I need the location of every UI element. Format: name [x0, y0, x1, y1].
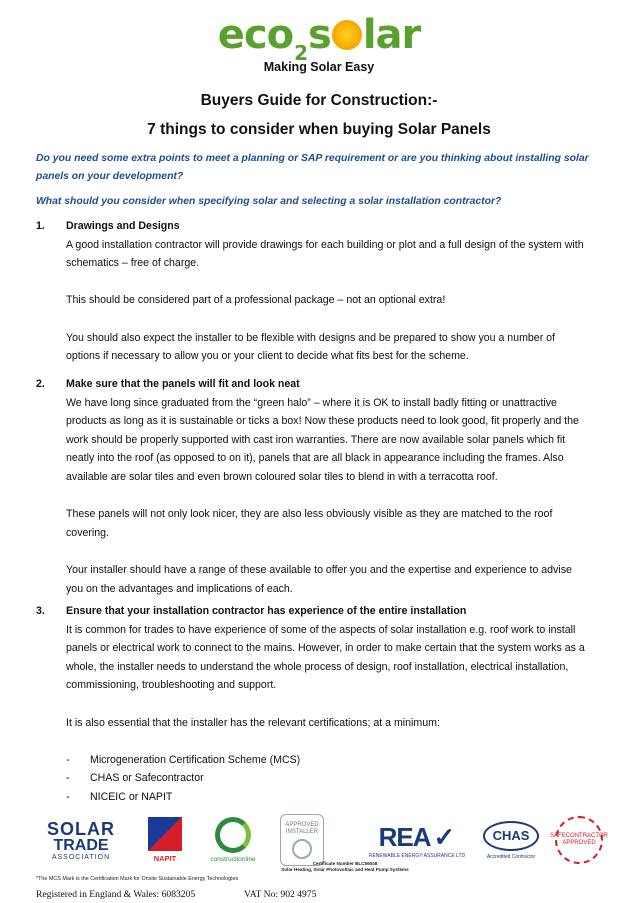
rea-logo-subtitle: RENEWABLE ENERGY ASSURANCE LTD — [368, 852, 466, 859]
rea-logo — [368, 812, 466, 868]
certification-list — [66, 751, 590, 807]
logo-subscript-two: 2 — [294, 41, 307, 65]
mcs-certificate-info — [230, 861, 460, 873]
list-item: - NICEIC or NAPIT — [66, 788, 590, 807]
section-drawings-and-designs — [36, 217, 590, 384]
section-paragraph: It is common for trades to have experience of some of the aspects of solar installation e.g. roof work to install panels or electrical work to connect to the mains. However, in order to make certain that the system works as a whole, the installer needs to understand the whole process of design, roof installation, electrical installation, commissioning, troubleshooting and support. — [66, 623, 585, 692]
constructionline-mark-icon — [215, 817, 251, 853]
checkmark-icon: ✓ — [433, 821, 456, 852]
document-title-line2: 7 things to consider when buying Solar Panels — [147, 121, 491, 138]
intro-question-1: Do you need some extra points to meet a planning or SAP requirement or are you thinking about installing solar panels on your development? — [36, 153, 589, 182]
safecontractor-logo-text: SAFECONTRACTOR APPROVED — [555, 816, 603, 864]
napit-mark-icon — [148, 817, 182, 851]
section-paragraph: You should also expect the installer to be flexible with designs and be prepared to show you a number of options if necessary to allow you or your client to decide what fits best for the scheme. — [66, 331, 555, 363]
section-paragraph: It is also essential that the installer has the relevant certifications; at a minimum: — [66, 716, 440, 729]
document-title-line1: Buyers Guide for Construction:- — [200, 92, 438, 109]
section-number: 1. — [36, 220, 45, 232]
section-heading: Ensure that your installation contractor has experience of the entire installation — [66, 605, 467, 617]
certificate-scope: Solar Heating, Solar Photovoltaic and Heat Pump Systems — [281, 867, 409, 872]
logo-lar-text: lar — [362, 12, 421, 58]
accreditation-logos — [36, 812, 606, 868]
chas-logo-text: CHAS — [483, 821, 539, 851]
section-number: 3. — [36, 605, 45, 617]
intro-question-2: What should you consider when specifying solar and selecting a solar installation contractor? — [36, 196, 502, 207]
napit-logo — [142, 812, 188, 868]
section-paragraph: A good installation contractor will provide drawings for each building or plot and a full design of the system with schematics – free of charge. — [66, 238, 584, 270]
section-paragraph: We have long since graduated from the “green halo” – where it is OK to install badly fitting or unattractive products as long as it is sustainable or ticks a box! Now these products need to look good, fit properly and the work should be properly supported with cast iron warranties. There are now available solar panels which fit neatly into the roof (as opposed to on it), panels that are all black in appearance including the frames. Also available are solar tiles and even brown coloured solar tiles to blend in with a terracotta roof. — [66, 396, 579, 483]
certificate-number: Certificate Number BLC56048 — [312, 861, 378, 866]
section-entire-installation-experience — [36, 602, 590, 807]
list-item: - CHAS or Safecontractor — [66, 769, 590, 788]
rea-logo-text: REA — [378, 821, 431, 852]
mcs-approved-installer-logo — [276, 812, 328, 868]
chas-logo-subtitle: Accredited Contractor — [486, 853, 536, 860]
vat-number: VAT No: 902 4975 — [244, 889, 317, 900]
sta-logo-top: SOLAR — [47, 818, 115, 839]
chas-logo — [480, 812, 542, 868]
eco2solar-logo — [0, 10, 638, 65]
constructionline-logo — [204, 812, 262, 868]
section-paragraph: These panels will not only look nicer, they are also less obviously visible as they are matched to the roof covering. — [66, 508, 553, 539]
napit-logo-text: NAPIT — [153, 854, 177, 863]
sun-icon — [332, 20, 362, 50]
section-paragraph: Your installer should have a range of these available to offer you and the expertise and experience to advise you on the advantages and implications of each. — [66, 563, 572, 595]
section-heading: Drawings and Designs — [66, 220, 180, 232]
mcs-badge — [280, 814, 324, 866]
tagline: Making Solar Easy — [263, 60, 375, 74]
mcs-logo-text: APPROVED INSTALLER — [285, 821, 319, 835]
logo-eco-text: eco — [217, 12, 294, 58]
list-item: - Microgeneration Certification Scheme (MCS) — [66, 751, 590, 770]
safecontractor-logo — [552, 812, 606, 868]
solar-trade-association-logo — [46, 812, 116, 868]
logo-s-text: s — [308, 12, 331, 58]
constructionline-logo-text: constructionline — [210, 856, 256, 863]
mcs-mark-icon — [292, 839, 312, 859]
section-heading: Make sure that the panels will fit and look neat — [66, 378, 300, 390]
section-paragraph: This should be considered part of a professional package – not an optional extra! — [66, 294, 446, 307]
company-registration: Registered in England & Wales: 6083205 — [36, 889, 196, 900]
sta-logo-mid: TRADE — [53, 836, 109, 854]
section-fit-and-look-neat — [36, 375, 590, 617]
sta-logo-bottom: ASSOCIATION — [51, 853, 111, 861]
mcs-mark-footnote: *The MCS Mark is the Certification Mark for Onsite Sustainable Energy Technologies — [36, 876, 239, 882]
section-number: 2. — [36, 378, 45, 390]
